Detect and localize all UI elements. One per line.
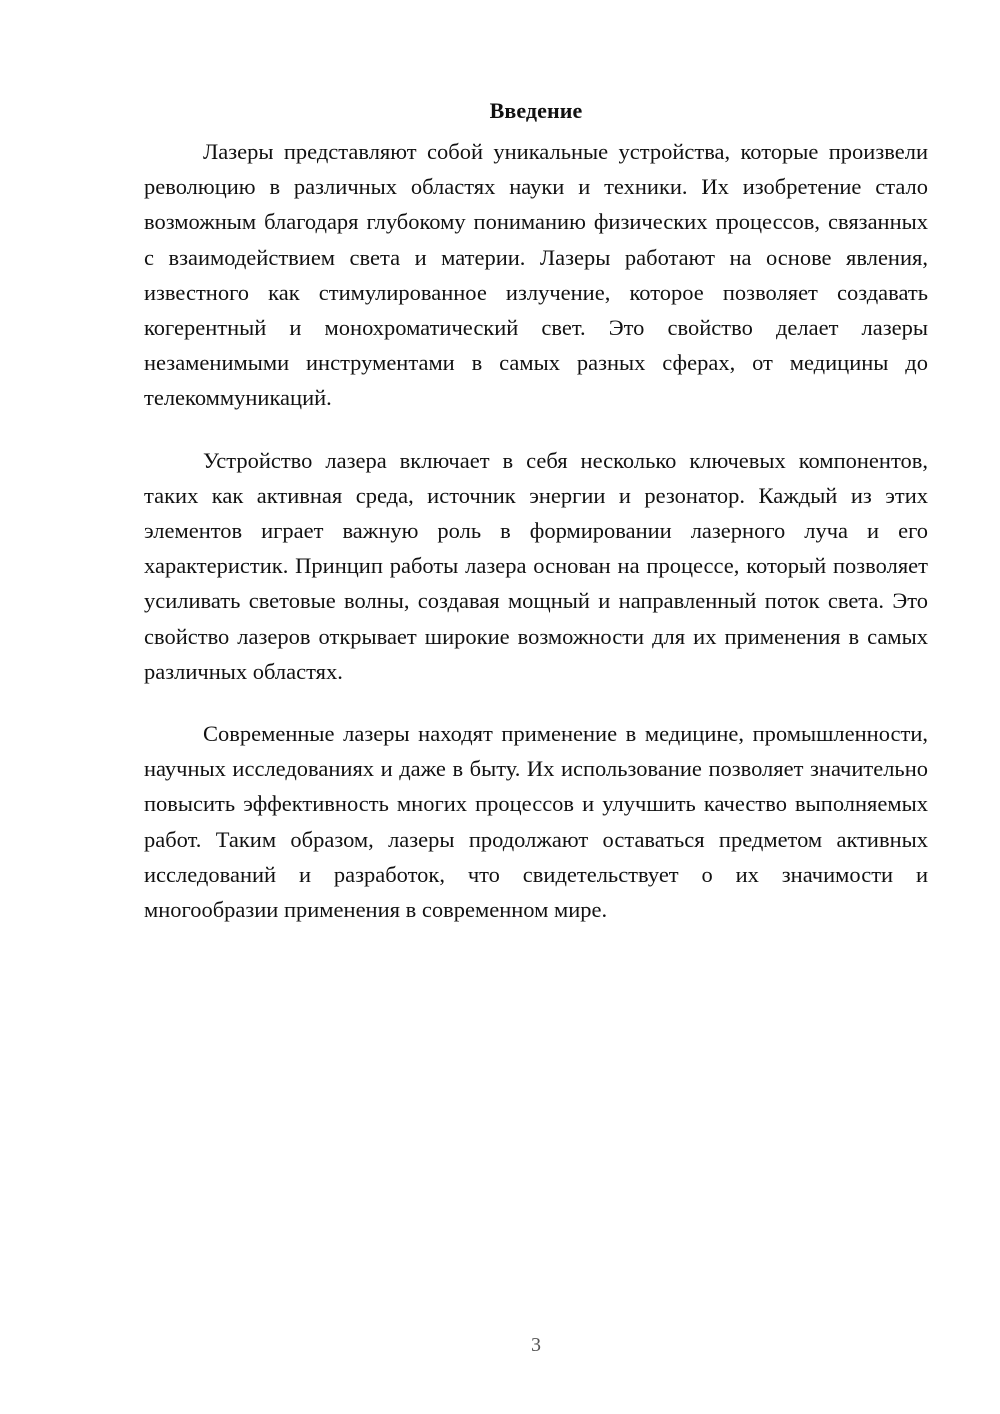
paragraph-1: Лазеры представляют собой уникальные устройства, которые произвели революцию в различных областях науки и техники. Их изобретение стало возможным благодаря глубокому пониманию физических процессов, связанных с взаимодействием света и материи. Лазеры работают на основе явления, известного как стимулированное излучение, которое позволяет создавать когерентный и монохроматический свет. Это свойство делает лазеры незаменимыми инструментами в самых разных сферах, от медицины до телекоммуникаций. xyxy=(144,139,928,411)
page-number: 3 xyxy=(531,1334,541,1356)
section-heading: Введение xyxy=(489,98,583,123)
paragraph-3: Современные лазеры находят применение в медицине, промышленности, научных исследованиях и даже в быту. Их использование позволяет значительно повысить эффективность многих процессов и улучшить качество выполняемых работ. Таким образом, лазеры продолжают оставаться предметом активных исследований и разработок, что свидетельствует о их значимости и многообразии применения в современном мире. xyxy=(144,721,928,923)
page-content xyxy=(144,96,928,954)
paragraph-2: Устройство лазера включает в себя несколько ключевых компонентов, таких как активная среда, источник энергии и резонатор. Каждый из этих элементов играет важную роль в формировании лазерного луча и его характеристик. Принцип работы лазера основан на процессе, который позволяет усиливать световые волны, создавая мощный и направленный поток света. Это свойство лазеров открывает широкие возможности для их применения в самых различных областях. xyxy=(144,447,928,684)
